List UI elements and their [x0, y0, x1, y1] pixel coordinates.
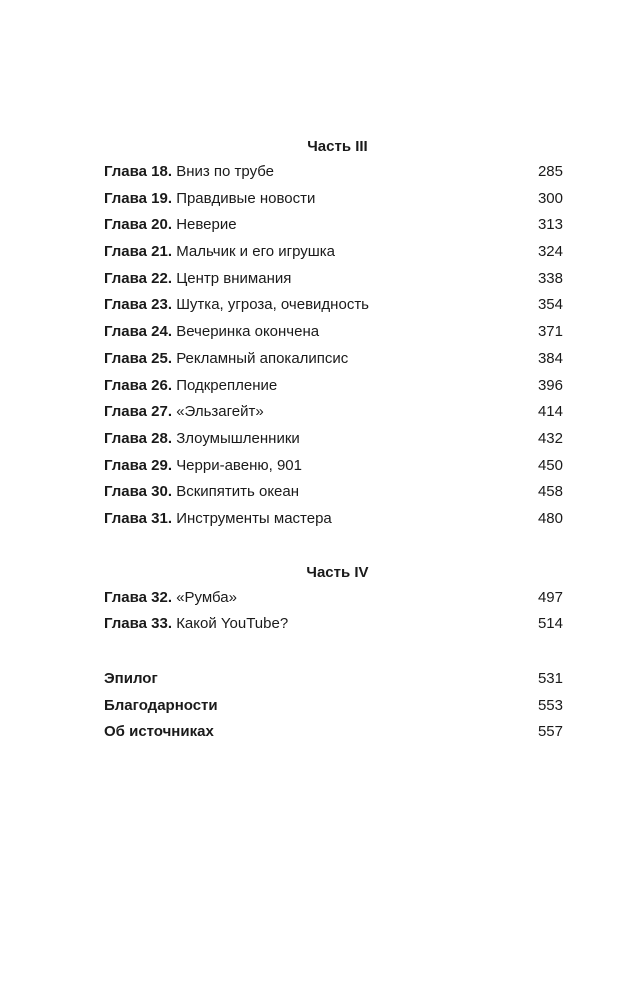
back-matter-label: Благодарности — [104, 696, 218, 714]
toc-entry — [104, 611, 563, 638]
toc-entry — [104, 373, 563, 400]
chapter-title: Вечеринка окончена — [176, 323, 320, 341]
part-iii-list — [104, 159, 563, 533]
page-number: 497 — [537, 588, 563, 606]
page-number: 458 — [537, 483, 563, 501]
back-matter-entry — [104, 666, 563, 693]
table-of-contents — [104, 135, 563, 746]
chapter-title: Неверие — [176, 216, 237, 234]
toc-entry — [104, 239, 563, 266]
back-matter-list — [104, 666, 563, 746]
page-number: 432 — [537, 429, 563, 447]
page-number: 557 — [537, 723, 563, 741]
chapter-title: Центр внимания — [176, 269, 292, 287]
toc-entry — [104, 479, 563, 506]
chapter-title: «Эльзагейт» — [176, 403, 264, 421]
part-iv-heading: Часть IV — [306, 563, 369, 581]
page-number: 414 — [537, 403, 563, 421]
chapter-number: Глава 22. — [104, 269, 173, 287]
page-number: 313 — [537, 216, 563, 234]
chapter-title: «Румба» — [176, 588, 237, 606]
chapter-title: Мальчик и его игрушка — [176, 243, 336, 261]
toc-entry — [104, 186, 563, 213]
section-spacer — [104, 533, 563, 561]
chapter-number: Глава 27. — [104, 403, 173, 421]
back-matter-label: Об источниках — [104, 723, 214, 741]
chapter-title: Правдивые новости — [176, 189, 316, 207]
chapter-number: Глава 20. — [104, 216, 173, 234]
chapter-number: Глава 19. — [104, 189, 173, 207]
toc-entry — [104, 159, 563, 186]
back-matter-label: Эпилог — [104, 670, 158, 687]
page-number: 531 — [537, 670, 563, 687]
page-number: 480 — [537, 509, 563, 527]
page-number: 514 — [537, 615, 563, 633]
chapter-number: Глава 30. — [104, 483, 173, 501]
chapter-title: Рекламный апокалипсис — [176, 349, 349, 367]
part-iv-list — [104, 585, 563, 638]
chapter-number: Глава 24. — [104, 323, 173, 341]
page-number: 371 — [537, 323, 563, 341]
toc-entry — [104, 399, 563, 426]
chapter-number: Глава 31. — [104, 509, 173, 527]
toc-entry — [104, 426, 563, 453]
toc-entry — [104, 266, 563, 293]
chapter-title: Злоумышленники — [176, 429, 300, 447]
toc-entry — [104, 506, 563, 533]
chapter-number: Глава 29. — [104, 456, 173, 474]
part-iii-heading: Часть III — [307, 138, 368, 155]
chapter-number: Глава 32. — [104, 588, 173, 606]
chapter-number: Глава 25. — [104, 349, 173, 367]
chapter-number: Глава 28. — [104, 429, 173, 447]
page-number: 450 — [537, 456, 563, 474]
toc-entry — [104, 585, 563, 612]
chapter-title: Черри-авеню, 901 — [176, 456, 302, 474]
chapter-number: Глава 23. — [104, 296, 173, 314]
toc-entry — [104, 319, 563, 346]
back-matter-entry — [104, 693, 563, 720]
chapter-title: Подкрепление — [176, 376, 278, 394]
chapter-title: Шутка, угроза, очевидность — [176, 296, 369, 314]
page-number: 285 — [537, 163, 563, 180]
toc-entry — [104, 212, 563, 239]
page-number: 553 — [537, 696, 563, 714]
chapter-number: Глава 18. — [104, 163, 173, 180]
page-number: 338 — [537, 269, 563, 287]
toc-entry — [104, 292, 563, 319]
page-number: 324 — [537, 243, 563, 261]
page-number: 354 — [537, 296, 563, 314]
chapter-number: Глава 21. — [104, 243, 173, 261]
page-number: 396 — [537, 376, 563, 394]
chapter-title: Инструменты мастера — [176, 509, 332, 527]
chapter-title: Вниз по трубе — [176, 163, 275, 180]
toc-entry — [104, 346, 563, 373]
chapter-title: Вскипятить океан — [176, 483, 300, 501]
chapter-number: Глава 33. — [104, 615, 173, 633]
back-matter-entry — [104, 719, 563, 746]
chapter-title: Какой YouTube? — [176, 615, 289, 633]
toc-entry — [104, 453, 563, 480]
chapter-number: Глава 26. — [104, 376, 173, 394]
page-number: 384 — [537, 349, 563, 367]
section-spacer — [104, 638, 563, 666]
page-number: 300 — [537, 189, 563, 207]
